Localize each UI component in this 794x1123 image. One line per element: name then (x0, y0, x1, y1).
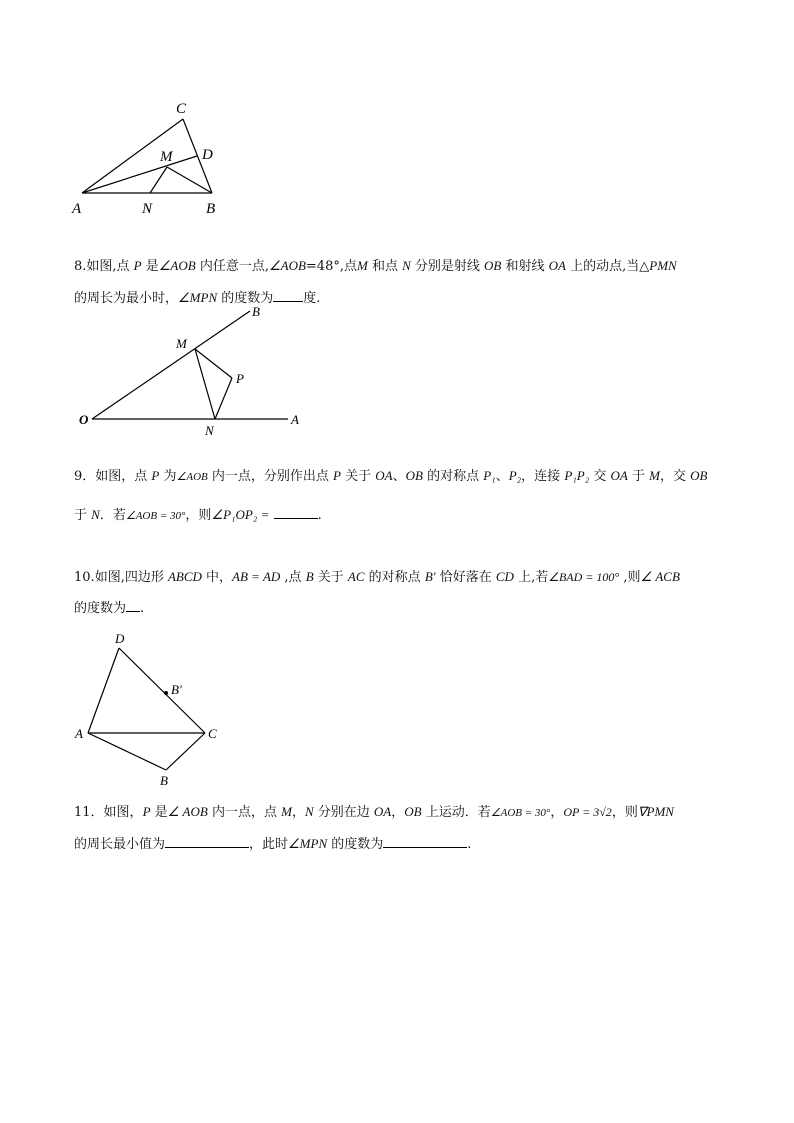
fig10-label-c: C (208, 726, 217, 741)
answer-blank[interactable] (165, 833, 249, 848)
q9-var: OA (610, 468, 628, 483)
q10-text: ,则 (619, 570, 641, 585)
q11-text: ， (550, 805, 564, 820)
ray-ob (92, 311, 250, 419)
q10-condition: ∠BAD = 100° (548, 570, 620, 584)
q11-text: 内一点，点 (207, 805, 282, 820)
q10-text: 的对称点 (364, 570, 425, 585)
q9-var: P₁ (483, 468, 496, 483)
figure-quadrilateral-abcd (88, 648, 205, 770)
q11-condition: ∠AOB = 30° (490, 807, 551, 819)
q10-text: . (140, 601, 145, 616)
q9-text: 关于 (340, 469, 376, 484)
q11-text: 的周长最小值为 (74, 837, 166, 852)
q11-text: ， (291, 805, 305, 820)
fig8-label-b: B (252, 304, 260, 319)
q9-text: ，则 (185, 508, 212, 523)
q8-angle: ∠MPN (178, 290, 218, 305)
q8-text: 内任意一点, (195, 259, 269, 274)
question-11-line-2 (74, 828, 734, 861)
fig8-label-a: A (291, 412, 299, 427)
answer-blank[interactable] (273, 287, 303, 302)
q9-var: OB (690, 468, 708, 483)
fig7-label-c: C (176, 101, 187, 117)
q11-text: 分别在边 (313, 805, 374, 820)
answer-blank[interactable] (383, 833, 467, 848)
q9-var: OA (375, 468, 393, 483)
q9-var: M (649, 468, 660, 483)
segment-mp (195, 349, 232, 378)
q10-text: 恰好落在 (435, 570, 496, 585)
q8-var: OA (548, 258, 566, 273)
q9-text: 交 (589, 469, 611, 484)
q8-var: M (356, 258, 368, 273)
segment-ab (88, 733, 166, 770)
q11-text: 是 (150, 805, 168, 820)
fig8-label-m: M (176, 336, 187, 351)
q11-var: OB (404, 804, 422, 819)
q8-text: 上的动点,当△ (565, 259, 650, 274)
q10-text: 的度数为 (74, 601, 127, 616)
fig7-label-a: A (72, 201, 82, 217)
q9-text: 内一点，分别作出点 (207, 469, 334, 484)
q8-text: 和点 (367, 259, 403, 274)
q10-var: ABCD (167, 569, 202, 584)
q8-number: 8. (74, 259, 87, 274)
q11-text: 如图， (103, 805, 143, 820)
fig7-label-b: B (206, 201, 216, 217)
q8-text: 是 (141, 259, 159, 274)
fig10-label-bprime: B′ (171, 682, 182, 697)
q9-text: 于 (74, 508, 92, 523)
q9-text: . (317, 508, 322, 523)
q9-var: P₂ (508, 468, 522, 483)
fig10-label-d: D (115, 631, 125, 646)
q9-text: 于 (627, 469, 650, 484)
fig8-label-o: O (79, 412, 89, 427)
figure-triangle-abc (82, 119, 212, 193)
q11-text: . (467, 837, 472, 852)
q8-text: 分别是射线 (410, 259, 485, 274)
q8-angle: ∠AOB (268, 258, 306, 273)
q8-text: 的度数为 (217, 291, 274, 306)
q11-var: P (142, 804, 151, 819)
q8-text: =48°,点 (305, 259, 357, 274)
question-11-line-1 (74, 796, 734, 829)
q10-var: CD (495, 569, 514, 584)
segment-bc (166, 733, 205, 770)
q9-text: 、 (392, 469, 406, 484)
q11-var: OA (373, 804, 392, 819)
segment-ad (88, 648, 119, 733)
q8-var: PMN (649, 258, 677, 273)
q9-var: P (151, 468, 160, 483)
point-b-prime (164, 691, 168, 695)
q11-angle: ∠MPN (288, 836, 328, 851)
segment-mn (195, 349, 215, 419)
q8-var: N (402, 258, 411, 273)
q8-text: 如图,点 (86, 259, 134, 274)
q11-condition: OP = 3√2 (563, 805, 612, 819)
question-8-line-2 (74, 282, 734, 315)
q8-text: 的周长为最小时， (74, 291, 179, 306)
q9-text: ，交 (659, 469, 691, 484)
q10-text: 中， (201, 570, 233, 585)
q11-text: 上运动．若 (421, 805, 491, 820)
segment-pn (215, 378, 232, 419)
fig8-label-n: N (205, 423, 214, 438)
q9-text: 为 (159, 469, 177, 484)
question-9-line-2 (74, 499, 734, 532)
q9-question: ∠P₁OP₂ = (211, 507, 270, 522)
q11-text: 的度数为 (327, 837, 384, 852)
question-9-line-1 (74, 460, 734, 493)
q9-var: OB (405, 468, 423, 483)
q9-number: 9． (74, 469, 96, 484)
fig10-label-b: B (160, 773, 168, 788)
q10-condition: AB = AD (232, 569, 281, 584)
answer-blank[interactable] (126, 597, 140, 612)
question-10-line-1 (74, 561, 734, 594)
question-10-line-2 (74, 593, 734, 625)
fig10-label-a: A (75, 726, 83, 741)
q9-var: P (333, 468, 341, 483)
q8-text: 和射线 (501, 259, 549, 274)
q9-text: 如图，点 (95, 469, 152, 484)
segment-mb (167, 167, 212, 193)
q11-var: M (281, 804, 292, 819)
q10-text: ,点 (280, 570, 306, 585)
fig7-label-n: N (142, 201, 153, 217)
answer-blank[interactable] (274, 504, 318, 519)
segment-dc (119, 648, 205, 733)
fig7-label-m: M (160, 149, 173, 165)
q10-text: 关于 (313, 570, 348, 585)
q8-angle: ∠AOB (158, 258, 196, 273)
q11-angle: ∠ AOB (167, 804, 208, 819)
q8-text: 度. (303, 291, 321, 306)
q9-text: ，连接 (521, 469, 565, 484)
figure-angle-aob-q8 (92, 311, 288, 419)
q9-condition: ∠AOB = 30° (125, 510, 186, 522)
q11-var: ∇PMN (637, 804, 674, 819)
q9-var: N (91, 507, 100, 522)
q9-text: ．若 (99, 508, 126, 523)
q8-var: OB (484, 258, 502, 273)
q10-text: 上,若 (513, 570, 549, 585)
q9-text: 、 (495, 469, 509, 484)
q11-number: 11． (74, 805, 104, 820)
q11-var: N (304, 804, 314, 819)
fig7-label-d: D (202, 147, 213, 163)
q11-text: ， (391, 805, 405, 820)
q10-var: AC (347, 569, 365, 584)
q10-number: 10. (74, 570, 95, 585)
q9-text: 的对称点 (422, 469, 484, 484)
q10-var: B′ (424, 569, 436, 584)
q9-var: P₁P₂ (564, 468, 590, 483)
q8-var: P (133, 258, 142, 273)
q9-angle: ∠AOB (176, 471, 208, 483)
q10-text: 如图,四边形 (94, 570, 168, 585)
q11-text: ，则 (611, 805, 638, 820)
q10-var: B (305, 569, 314, 584)
q10-question: ∠ ACB (640, 569, 680, 584)
fig8-label-p: P (236, 371, 244, 386)
question-8-line-1 (74, 250, 734, 283)
q11-text: ，此时 (249, 837, 289, 852)
